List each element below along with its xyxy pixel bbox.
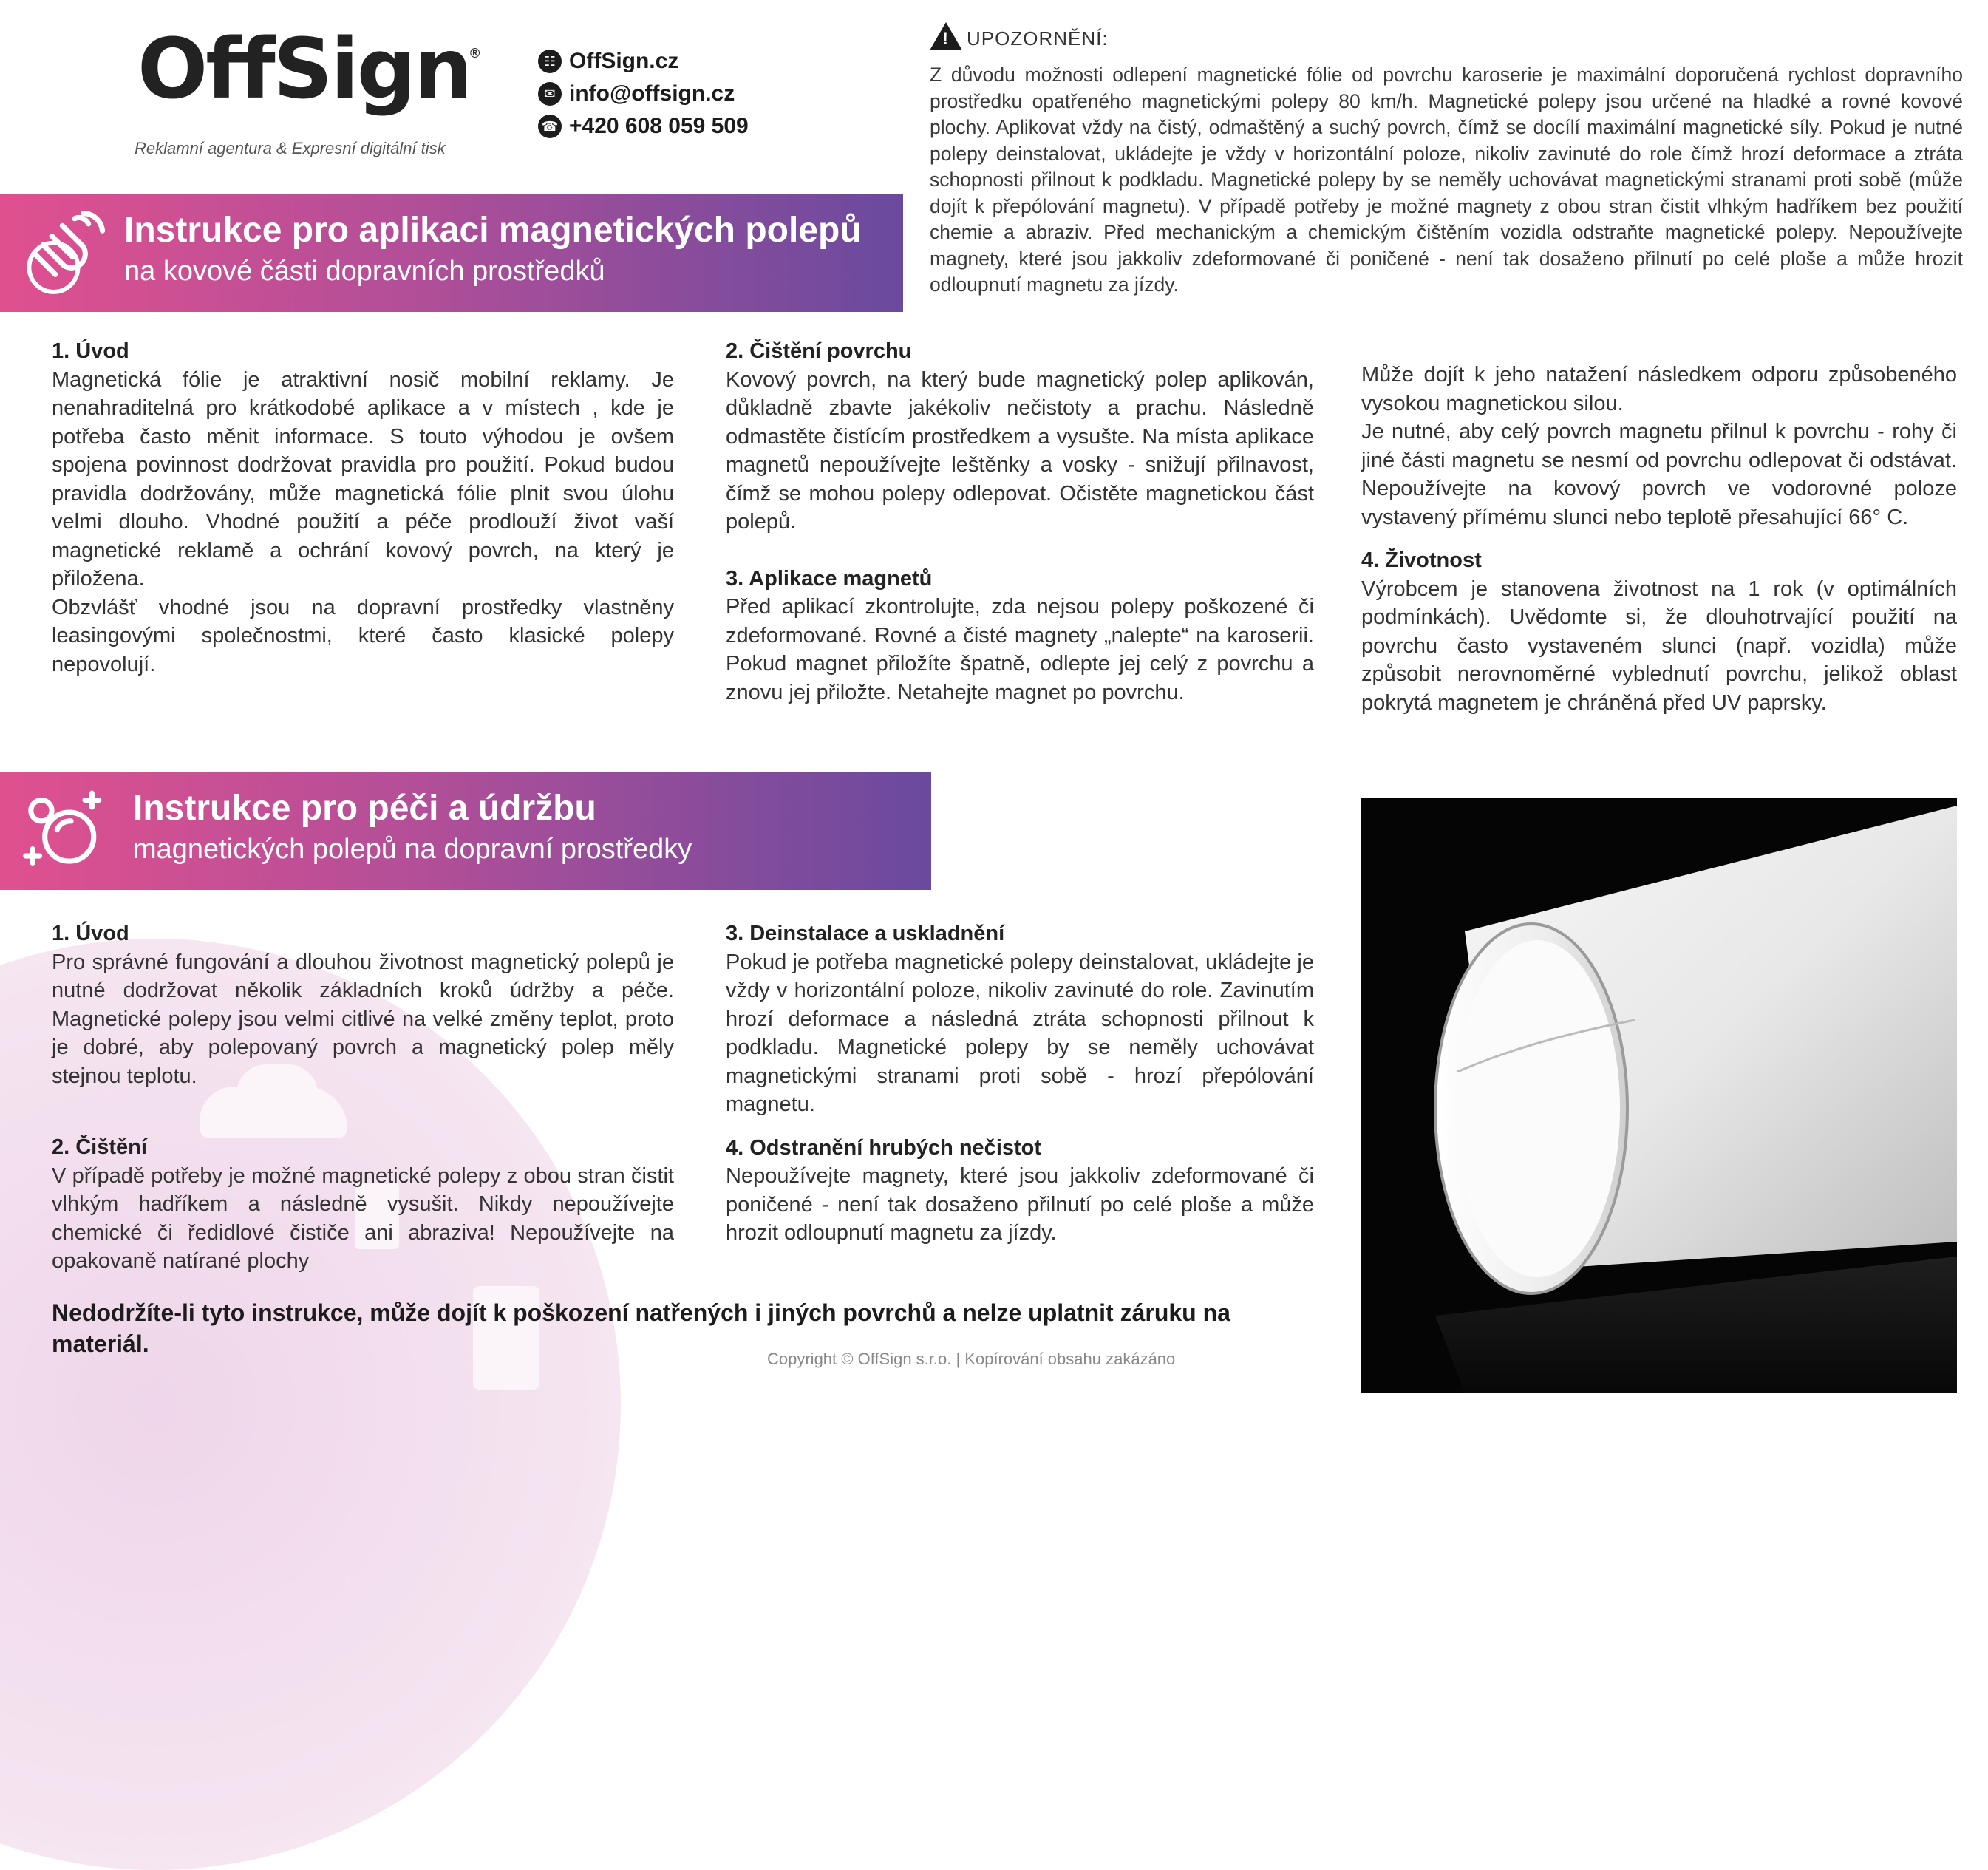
paragraph: V případě potřeby je možné magnetické polepy z obou stran čistit vlhkým hadříkem a následně vysušit. Nikdy nepoužívejte chemické či ředidlové čističe ani abraziva! Nepoužívejte na opakovaně natírané plochy: [52, 1163, 674, 1273]
section2-subtitle: magnetických polepů na dopravní prostředky: [133, 834, 692, 865]
section2-title: Instrukce pro péči a údržbu: [133, 789, 596, 828]
final-warning: Nedodržíte-li tyto instrukce, může dojít k poškození natřených i jiných povrchů a nelze uplatnit záruku na materiál.: [52, 1299, 1230, 1357]
heading-lifetime: 4. Životnost: [1361, 548, 1482, 572]
paragraph: Nepoužívejte magnety, které jsou jakkoliv zdeformované či poničené - není tak dosaženo přilnutí po celé ploše a může hrozit odloupnutí magnetu za jízdy.: [726, 1164, 1314, 1245]
heading-cleaning: 2. Čištění: [52, 1135, 147, 1159]
heading-intro: 1. Úvod: [52, 922, 129, 945]
section1-col2: [726, 337, 1314, 707]
paragraph: Je nutné, aby celý povrch magnetu přilnul k povrchu - rohy či jiné části magnetu se nesmí od povrchu odlepovat či odstávat. Nepoužívejte na kovový povrch ve vodorovné poloze vystavený přímému slunci nebo teplotě přesahující 66° C.: [1361, 420, 1957, 529]
warning-triangle-icon: !: [930, 22, 962, 50]
warning-title-text: UPOZORNĚNÍ:: [967, 27, 1109, 50]
paragraph: Magnetická fólie je atraktivní nosič mobilní reklamy. Je nenahraditelná pro krátkodobé aplikace a v místech , kde je potřeba často měnit informace. S touto výhodou je ovšem spojena povinnost dodržovat pravidla pro použití. Pokud budou pravidla dodržovány, může magnetická fólie plnit svou úlohu velmi dlouho. Vhodné použití a péče prodlouží život vaší magnetické reklamě a ochrání kovový povrch, na který je přiložena.: [52, 367, 674, 591]
contact-phone[interactable]: [538, 114, 749, 139]
paragraph: Pokud je potřeba magnetické polepy deinstalovat, ukládejte je vždy v horizontální poloze, nikoliv zavinuté do role. Zavinutím hrozí deformace a následná ztráta schopnosti přilnout k podkladu. Magnetické polepy by se neměly uchovávat magnetickými stranami proti sobě - hrozí přepólování magnetu.: [726, 950, 1314, 1116]
cleaning-bubbles-icon: [22, 788, 109, 875]
paragraph: Může dojít k jeho natažení následkem odporu způsobeného vysokou magnetickou silou.: [1361, 363, 1957, 415]
warning-title: [930, 22, 1109, 50]
heading-cleaning-surface: 2. Čištění povrchu: [726, 339, 912, 363]
contact-web-text: OffSign.cz: [569, 49, 679, 73]
section2-col2: [726, 919, 1314, 1248]
section1-title: Instrukce pro aplikaci magnetických polepů: [124, 211, 862, 250]
section-banner-application: [0, 194, 903, 312]
tagline: Reklamní agentura & Expresní digitální tisk: [135, 139, 446, 157]
section-banner-care: [0, 772, 931, 890]
contact-block: [538, 49, 749, 139]
section1-subtitle: na kovové části dopravních prostředků: [124, 256, 605, 287]
contact-email-text: info@offsign.cz: [569, 81, 735, 106]
mail-icon: ✉: [538, 82, 562, 106]
paragraph: Pro správné fungování a dlouhou životnost magnetický polepů je nutné dodržovat několik základních kroků údržby a péče. Magnetické polepy jsou velmi citlivé na velké změny teplot, proto je dobré, aby polepovaný povrch a magnetický polep měly stejnou teplotu.: [52, 950, 674, 1088]
contact-phone-text: +420 608 059 509: [569, 114, 749, 138]
heading-magnet-application: 3. Aplikace magnetů: [726, 566, 933, 591]
heading-uninstall-storage: 3. Deinstalace a uskladnění: [726, 922, 1005, 945]
contact-web[interactable]: [538, 49, 749, 74]
logo: OffSign: [137, 21, 471, 118]
contact-email[interactable]: [538, 81, 749, 106]
warning-text: Z důvodu možnosti odlepení magnetické fólie od povrchu karoserie je maximální doporučená rychlost dopravního prostředku opatřeného magnetickými polepy 80 km/h. Magnetické polepy jsou určené na hladké a rovné kovové plochy. Aplikovat vždy na čistý, odmaštěný a suchý povrch, čímž se docílí maximální magnetické síly. Pokud je nutné polepy deinstalovat, ukládejte je vždy v horizontální poloze, nikoliv zavinuté do role čímž hrozí deformace a ztráta schopnosti přilnout k podkladu. Magnetické polepy by se neměly uchovávat magnetickými stranami proti sobě (může dojít k přepólování magnetu). V případě potřeby je možné magnety z obou stran čistit vlhkým hadříkem bez použití chemie a abraziv. Před mechanickým a chemickým čištěním vozidla odstraňte magnetické polepy. Nepoužívejte magnety, které jsou jakkoliv zdeformované či poničené - není tak dosaženo přilnutí po celé ploše a může hrozit odloupnutí magnetu za jízdy.: [930, 64, 1963, 296]
phone-icon: ☎: [538, 115, 562, 138]
heading-intro: 1. Úvod: [52, 339, 129, 363]
paragraph: Výrobcem je stanovena životnost na 1 rok (v optimálních podmínkách). Uvědomte si, že dlouhotrvající použití na povrchu často vystaveném slunci (např. vozidla) může způsobit nerovnoměrné vyblednutí povrchu, jelikož oblast pokrytá magnetem je chráněná před UV paprsky.: [1361, 577, 1957, 715]
copyright: Copyright © OffSign s.r.o. | Kopírování obsahu zakázáno: [767, 1350, 1176, 1368]
globe-icon: ☷: [538, 50, 562, 73]
paragraph: Před aplikací zkontrolujte, zda nejsou polepy poškozené či zdeformované. Rovné a čisté magnety „nalepte“ na karoserii. Pokud magnet přiložíte špatně, odlepte jej celý z povrchu a znovu jej přiložte. Netahejte magnet po povrchu.: [726, 595, 1314, 704]
section1-col1: [52, 337, 674, 679]
paragraph: Obzvlášť vhodné jsou na dopravní prostředky vlastněny leasingovými společnostmi, které často klasické polepy nepovolují.: [52, 595, 674, 676]
rolled-foil-illustration: [1361, 798, 1957, 1393]
logo-registered-mark: ®: [470, 46, 480, 61]
section1-col3: [1361, 361, 1957, 717]
magnet-icon: [22, 210, 109, 297]
section2-col1: [52, 919, 674, 1276]
magnetic-foil-photo: [1361, 798, 1957, 1393]
heading-rough-dirt-removal: 4. Odstranění hrubých nečistot: [726, 1135, 1042, 1160]
paragraph: Kovový povrch, na který bude magnetický polep aplikován, důkladně zbavte jakékoliv nečistoty a prachu. Následně odmastěte čistícím prostředkem a vysušte. Na místa aplikace magnetů nepoužívejte leštěnky a vosky - snižují přilnavost, čímž se mohou polepy odlepovat. Očistěte magnetickou část polepů.: [726, 367, 1314, 534]
